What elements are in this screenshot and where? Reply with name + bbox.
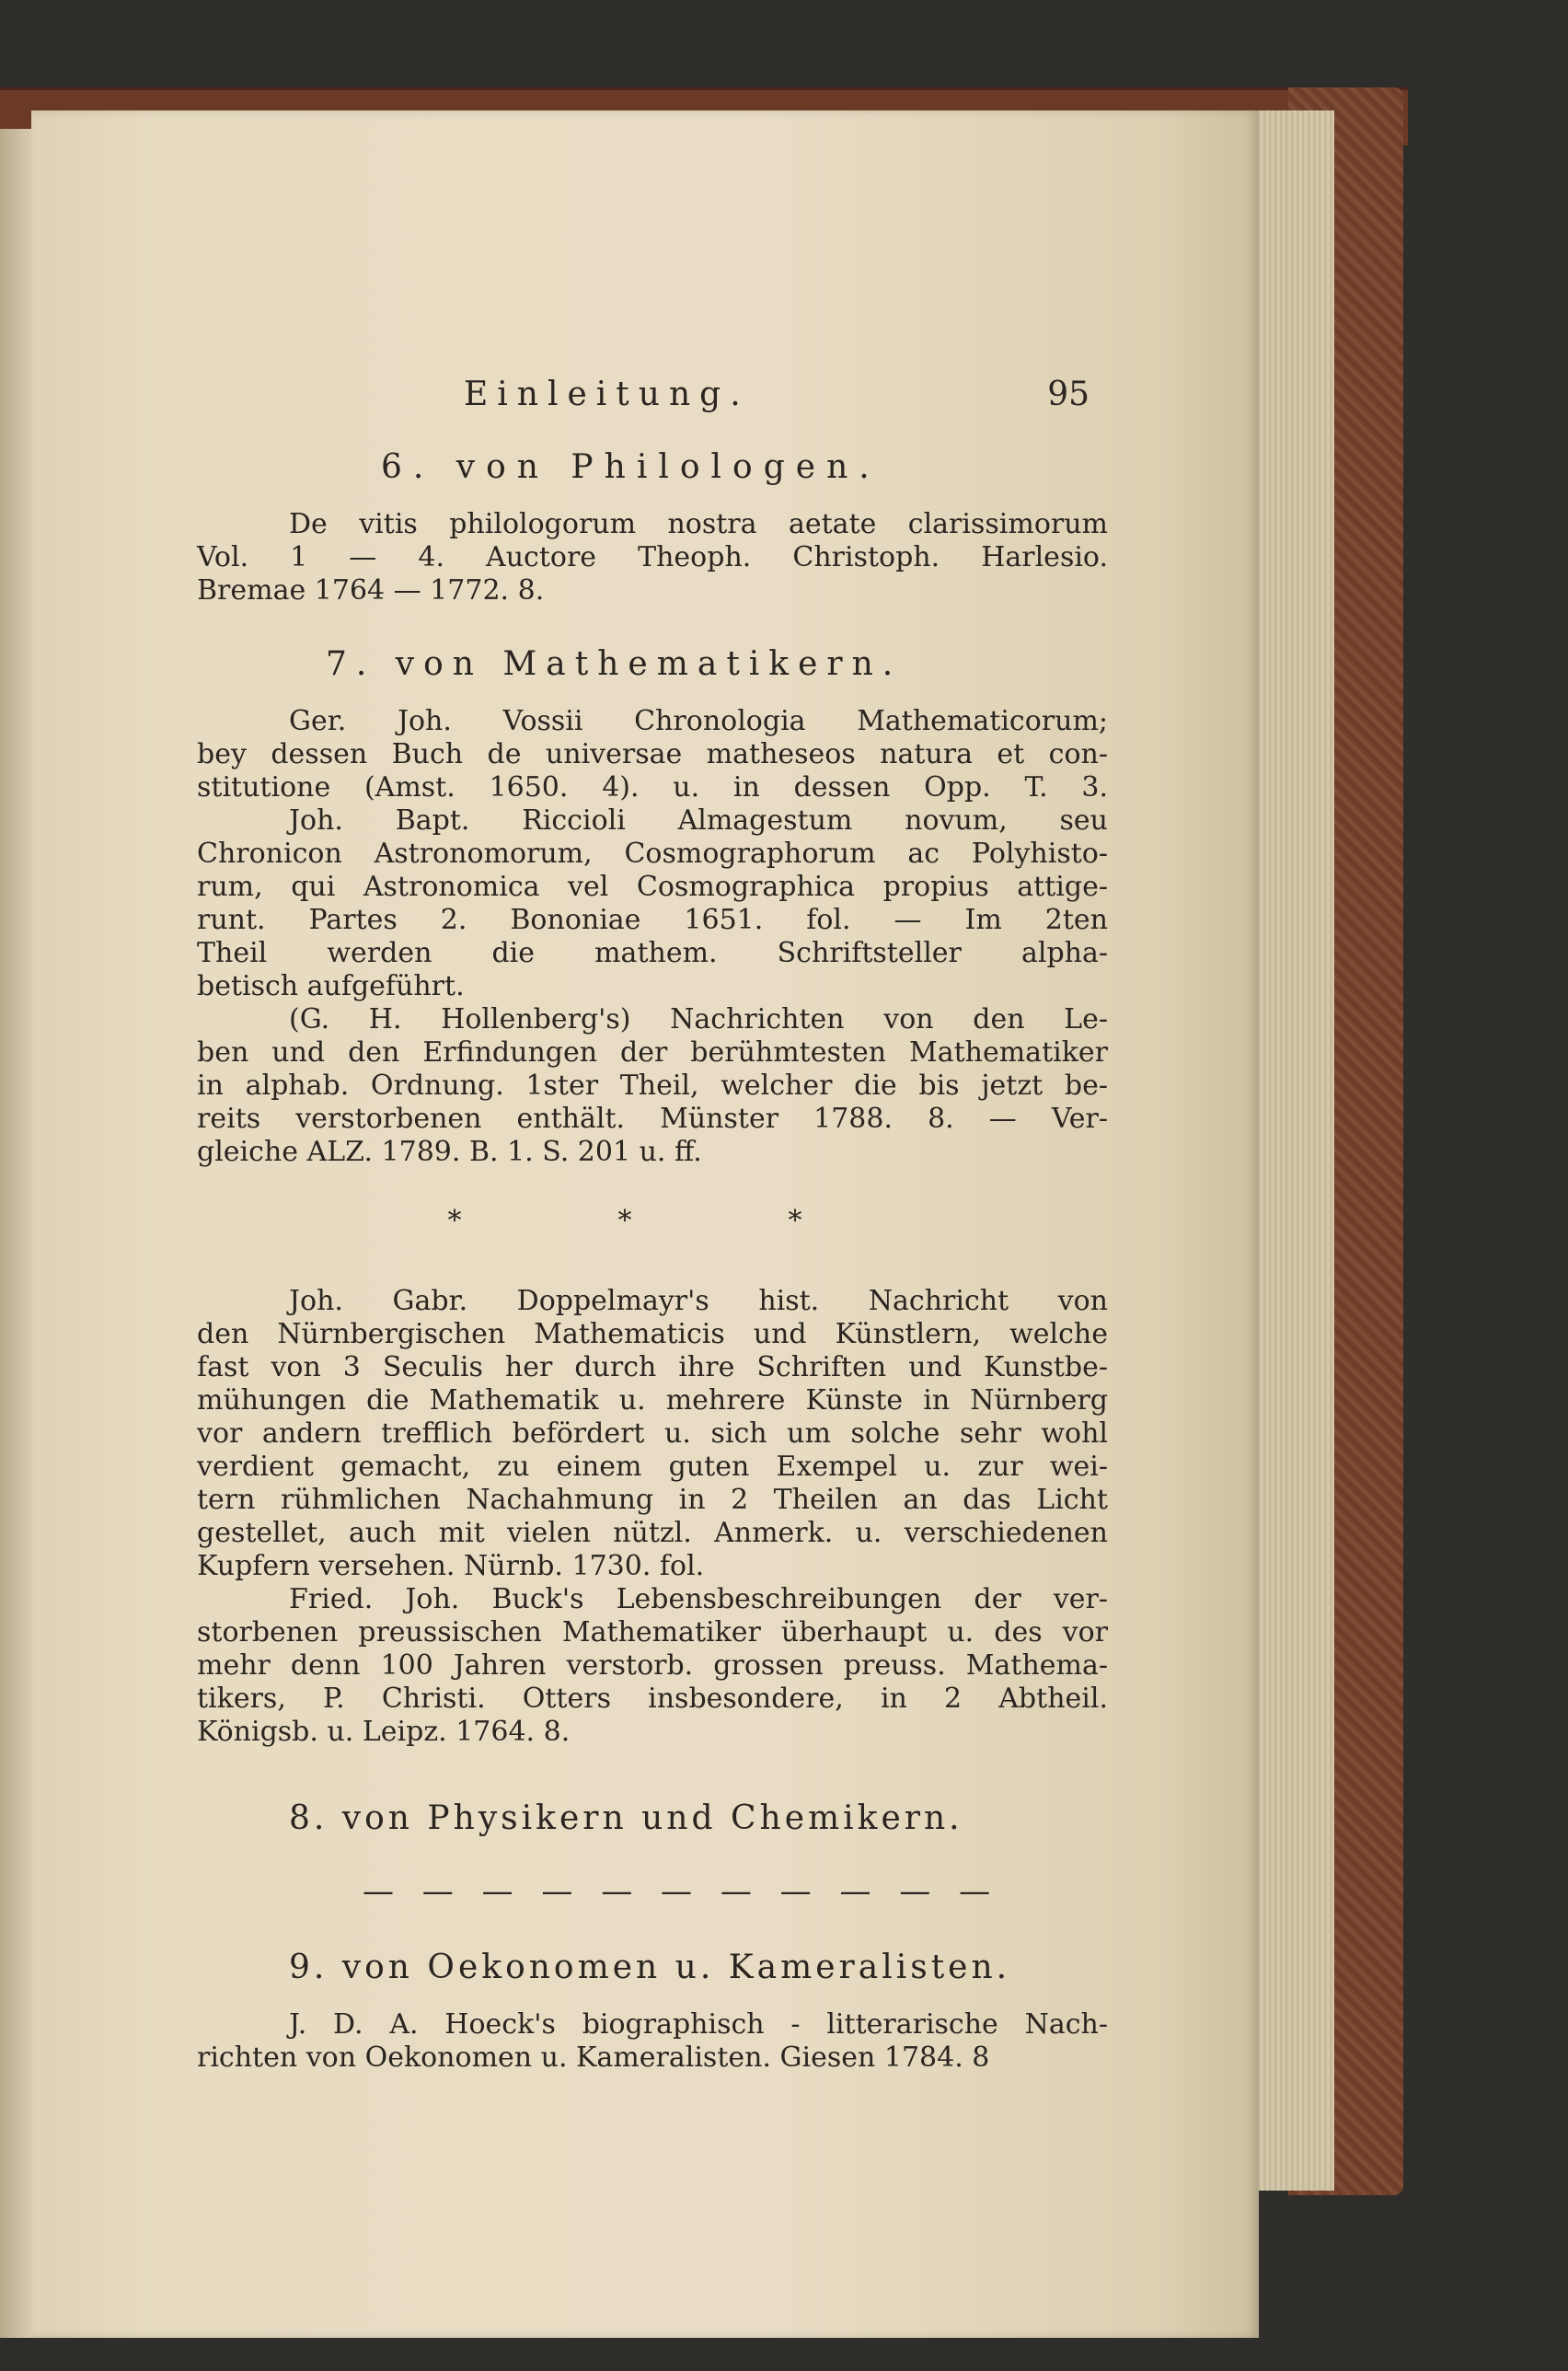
text-line: vor andern trefflich befördert u. sich um solche sehr wohl xyxy=(197,1417,1108,1450)
text-line: rum, qui Astronomica vel Cosmographica propius attige- xyxy=(197,871,1108,903)
text-line: Königsb. u. Leipz. 1764. 8. xyxy=(197,1716,571,1748)
text-line: reits verstorbenen enthält. Münster 1788. 8. — Ver- xyxy=(197,1103,1108,1135)
text-line: Bremae 1764 — 1772. 8. xyxy=(197,574,545,607)
asterism-separator xyxy=(197,1189,1108,1254)
page-number: 95 xyxy=(1047,376,1090,413)
text-line: Theil werden die mathem. Schriftsteller alpha- xyxy=(197,937,1108,969)
text-line: J. D. A. Hoeck's biographisch - litterarische Nach- xyxy=(289,2008,1108,2041)
page-text xyxy=(197,376,1108,2075)
text-line: fast von 3 Seculis her durch ihre Schriften und Kunstbe- xyxy=(197,1351,1108,1383)
section-heading-philologen: 6. von Philologen. xyxy=(381,448,881,486)
text-line: De vitis philologorum nostra aetate clarissimorum xyxy=(289,508,1108,540)
star: * xyxy=(447,1205,462,1237)
running-head-title: Einleitung. xyxy=(464,376,750,413)
text-line: in alphab. Ordnung. 1ster Theil, welcher die bis jetzt be- xyxy=(197,1070,1108,1102)
text-line: gleiche ALZ. 1789. B. 1. S. 201 u. ff. xyxy=(197,1136,702,1168)
text-line: tern rühmlichen Nachahmung in 2 Theilen an das Licht xyxy=(197,1484,1108,1516)
text-line: verdient gemacht, zu einem guten Exempel u. zur wei- xyxy=(197,1451,1108,1483)
star: * xyxy=(788,1205,802,1237)
text-line: mehr denn 100 Jahren verstorb. grossen preuss. Mathema- xyxy=(197,1649,1108,1682)
text-line: gestellet, auch mit vielen nützl. Anmerk. u. verschiedenen xyxy=(197,1517,1108,1549)
text-line: ben und den Erfindungen der berühmtesten Mathematiker xyxy=(197,1036,1108,1069)
text-line: Joh. Gabr. Doppelmayr's hist. Nachricht von xyxy=(289,1285,1108,1317)
text-line: Kupfern versehen. Nürnb. 1730. fol. xyxy=(197,1550,705,1582)
text-line: stitutione (Amst. 1650. 4). u. in dessen Opp. T. 3. xyxy=(197,771,1108,804)
text-line: mühungen die Mathematik u. mehrere Künste in Nürnberg xyxy=(197,1384,1108,1417)
book-page xyxy=(31,110,1259,2338)
text-line: Vol. 1 — 4. Auctore Theoph. Christoph. Harlesio. xyxy=(197,541,1108,573)
section-heading-physikern: 8. von Physikern und Chemikern. xyxy=(289,1799,963,1837)
text-line: Joh. Bapt. Riccioli Almagestum novum, seu xyxy=(289,804,1108,837)
text-line: Chronicon Astronomorum, Cosmographorum ac Polyhisto- xyxy=(197,838,1108,870)
section-heading-mathematikern: 7. von Mathematikern. xyxy=(326,645,903,683)
text-line: tikers, P. Christi. Otters insbesondere, in 2 Abtheil. xyxy=(197,1683,1108,1715)
text-line: Ger. Joh. Vossii Chronologia Mathematicorum; xyxy=(289,705,1108,737)
text-line: betisch aufgeführt. xyxy=(197,970,465,1002)
star: * xyxy=(617,1205,632,1237)
dash-rule: — — — — — — — — — — — xyxy=(363,1873,1000,1910)
text-line: (G. H. Hollenberg's) Nachrichten von den Le- xyxy=(289,1003,1108,1035)
text-line: den Nürnbergischen Mathematicis und Künstlern, welche xyxy=(197,1318,1108,1350)
section-heading-oekonomen: 9. von Oekonomen u. Kameralisten. xyxy=(289,1949,1011,1986)
text-line: Fried. Joh. Buck's Lebensbeschreibungen der ver- xyxy=(289,1583,1108,1615)
text-line: runt. Partes 2. Bononiae 1651. fol. — Im 2ten xyxy=(197,904,1108,936)
text-line: storbenen preussischen Mathematiker überhaupt u. des vor xyxy=(197,1616,1108,1648)
text-line: bey dessen Buch de universae matheseos natura et con- xyxy=(197,738,1108,770)
gutter-edge xyxy=(0,129,31,2338)
running-head xyxy=(197,376,1108,427)
text-line: richten von Oekonomen u. Kameralisten. Giesen 1784. 8 xyxy=(197,2041,990,2074)
